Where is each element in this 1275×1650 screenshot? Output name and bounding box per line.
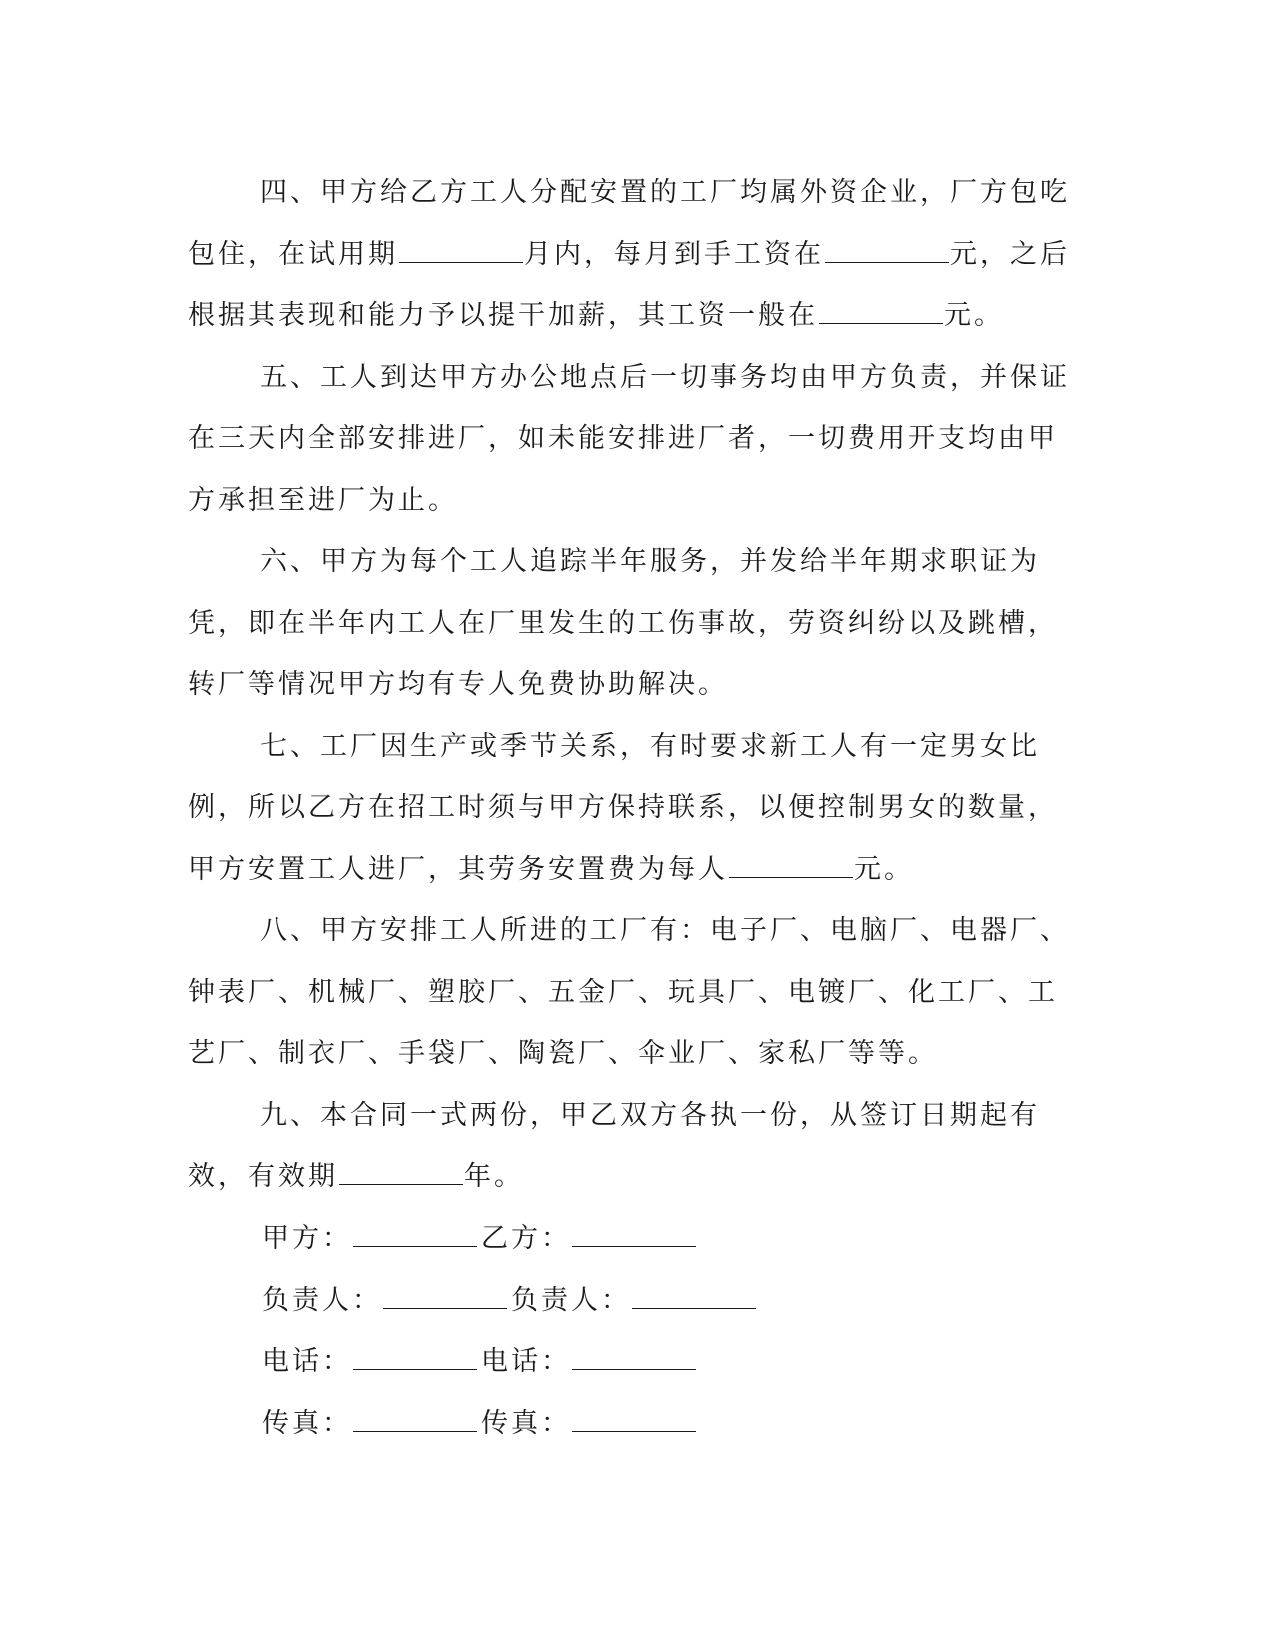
placement-fee-blank bbox=[729, 855, 853, 878]
clause-9-paragraph bbox=[188, 1085, 1074, 1208]
monthly-wage-blank bbox=[825, 240, 949, 263]
fax-row bbox=[262, 1393, 760, 1455]
clause-4-text-1: 四、甲方给乙方工人分配安置的工厂均属外资企业，厂方包吃包住，在试用期 bbox=[188, 177, 1070, 270]
phone-b-label: 电话： bbox=[481, 1346, 571, 1377]
clause-4-text-2: 月内，每月到手工资在 bbox=[524, 238, 824, 270]
phone-row bbox=[262, 1331, 760, 1393]
party-a-blank bbox=[353, 1224, 477, 1247]
validity-years-blank bbox=[339, 1162, 463, 1185]
clause-7-paragraph bbox=[188, 716, 1074, 901]
fax-b-label: 传真： bbox=[481, 1407, 571, 1439]
clause-8-text: 八、甲方安排工人所进的工厂有：电子厂、电脑厂、电器厂、钟表厂、机械厂、塑胶厂、五金厂、玩具厂、电镀厂、化工厂、工艺厂、制衣厂、手袋厂、陶瓷厂、伞业厂、家私厂等等。 bbox=[188, 915, 1070, 1069]
signature-block bbox=[262, 1208, 760, 1454]
party-b-blank bbox=[572, 1224, 696, 1247]
contract-body bbox=[188, 162, 1074, 1208]
phone-a-blank bbox=[353, 1347, 477, 1370]
fax-a-blank bbox=[353, 1409, 477, 1432]
clause-5-text: 五、工人到达甲方办公地点后一切事务均由甲方负责，并保证在三天内全部安排进厂，如未能安排进厂者，一切费用开支均由甲方承担至进厂为止。 bbox=[188, 361, 1070, 516]
clause-9-text-1: 九、本合同一式两份，甲乙双方各执一份，从签订日期起有效，有效期 bbox=[188, 1099, 1040, 1192]
clause-7-text-1: 七、工厂因生产或季节关系，有时要求新工人有一定男女比例，所以乙方在招工时须与甲方保持联系，以便控制男女的数量，甲方安置工人进厂，其劳务安置费为每人 bbox=[188, 730, 1058, 885]
probation-months-blank bbox=[399, 240, 523, 263]
clause-5-paragraph bbox=[188, 347, 1074, 532]
clause-6-paragraph bbox=[188, 531, 1074, 716]
clause-6-text: 六、甲方为每个工人追踪半年服务，并发给半年期求职证为凭，即在半年内工人在厂里发生的工伤事故，劳资纠纷以及跳槽，转厂等情况甲方均有专人免费协助解决。 bbox=[188, 546, 1058, 700]
clause-4-text-4: 元。 bbox=[944, 300, 1004, 331]
manager-a-blank bbox=[383, 1286, 507, 1309]
clause-4-paragraph bbox=[188, 162, 1074, 347]
manager-b-label: 负责人： bbox=[511, 1284, 631, 1316]
manager-b-blank bbox=[632, 1286, 756, 1309]
general-wage-blank bbox=[819, 301, 943, 324]
clause-7-text-2: 元。 bbox=[854, 853, 914, 885]
fax-a-label: 传真： bbox=[262, 1407, 352, 1439]
clause-9-text-2: 年。 bbox=[464, 1161, 524, 1192]
party-b-label: 乙方： bbox=[481, 1223, 571, 1254]
phone-b-blank bbox=[572, 1347, 696, 1370]
manager-a-label: 负责人： bbox=[262, 1284, 382, 1316]
party-a-label: 甲方： bbox=[262, 1223, 352, 1254]
manager-row bbox=[262, 1270, 760, 1332]
party-row bbox=[262, 1208, 760, 1270]
clause-4-text-3: 元，之后根据其表现和能力予以提干加薪，其工资一般在 bbox=[188, 238, 1070, 331]
clause-8-paragraph bbox=[188, 900, 1074, 1085]
fax-b-blank bbox=[572, 1409, 696, 1432]
phone-a-label: 电话： bbox=[262, 1346, 352, 1377]
